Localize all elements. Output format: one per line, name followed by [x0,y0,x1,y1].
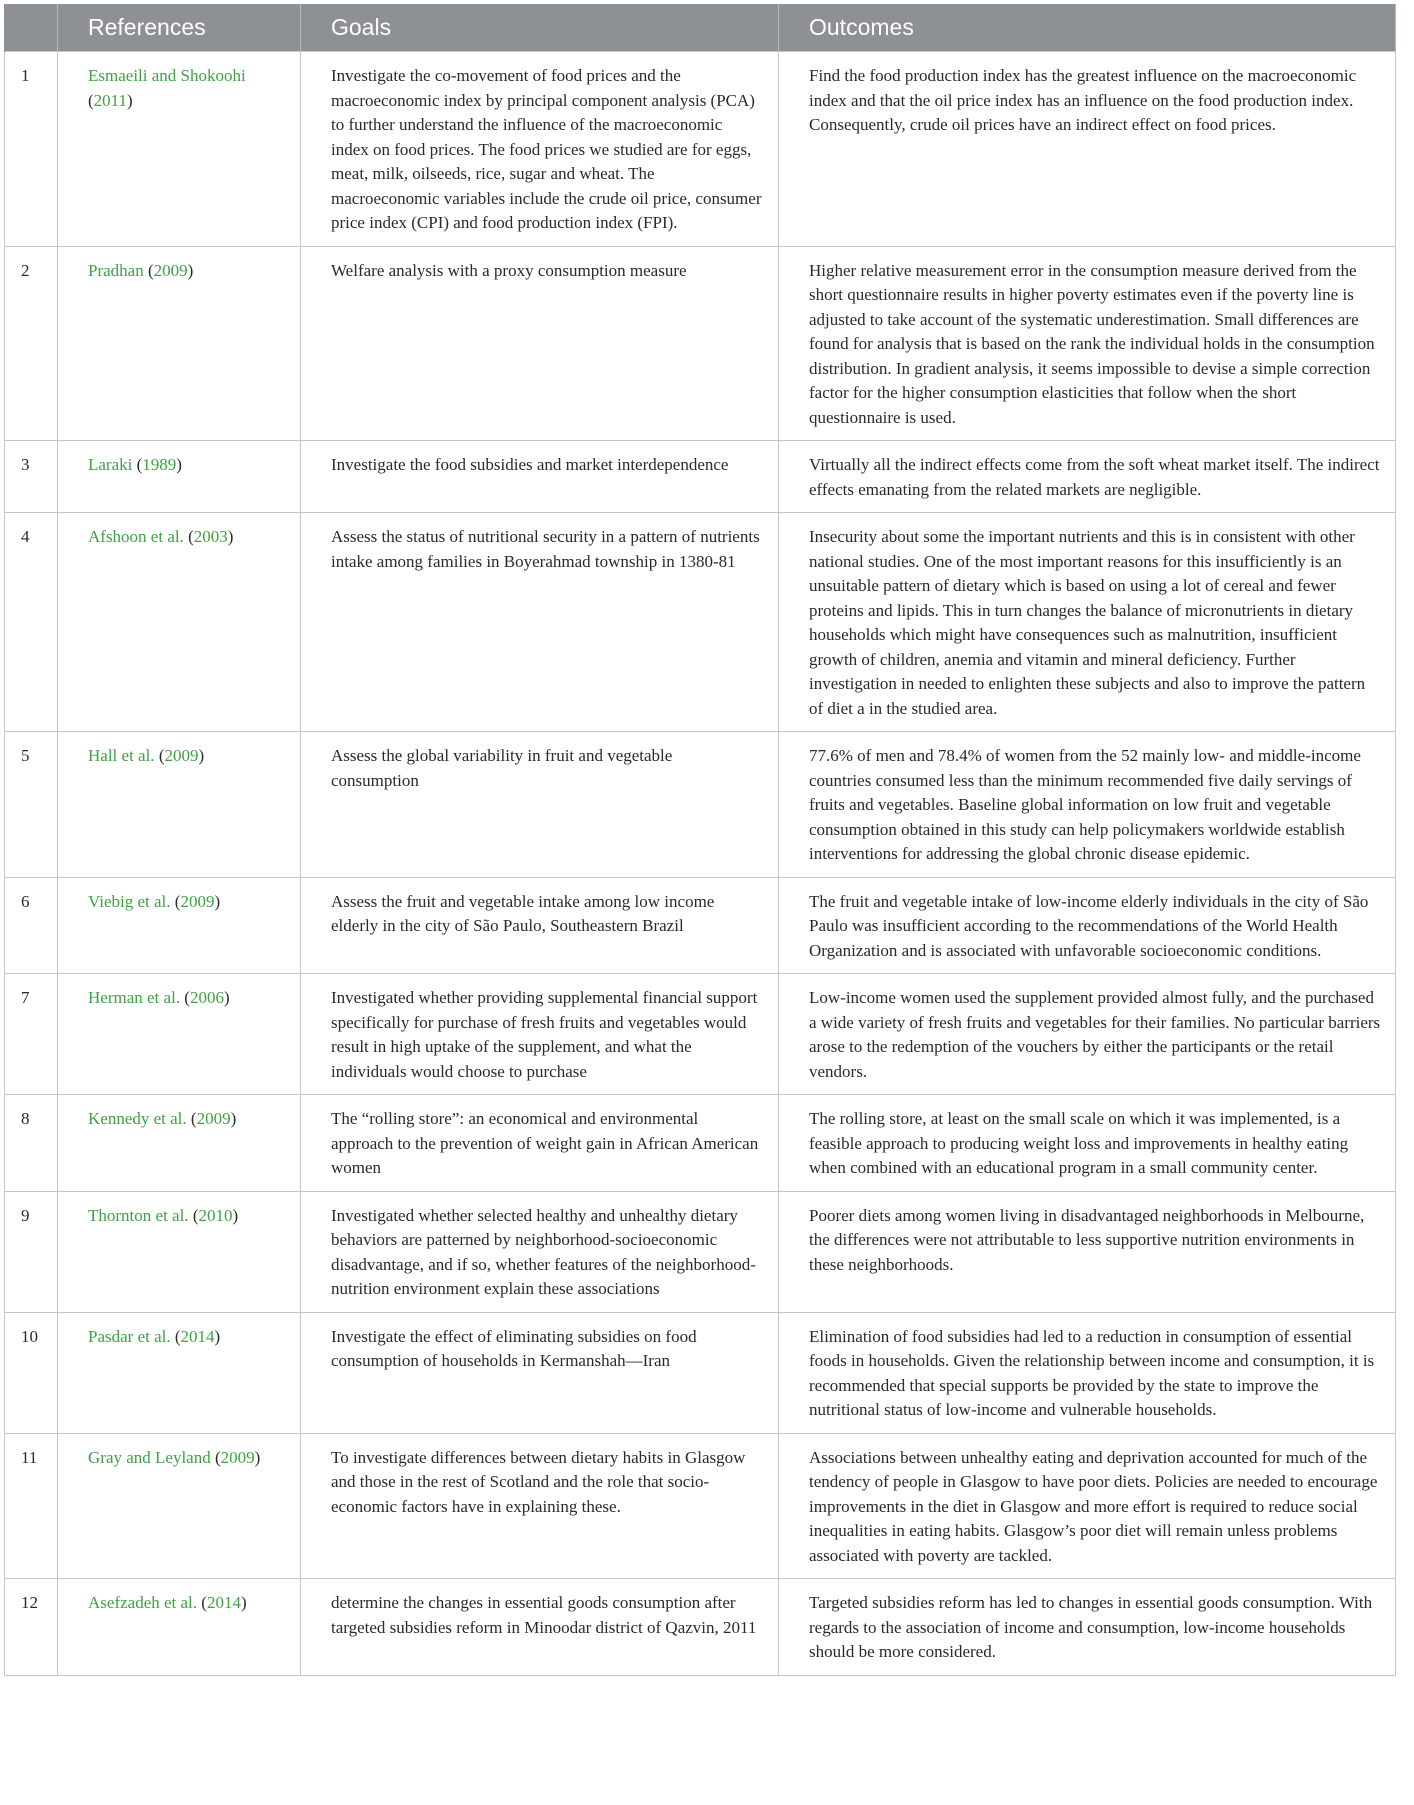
row-goals: Assess the fruit and vegetable intake among low income elderly in the city of São Paulo, Southeastern Brazil [301,877,779,974]
row-number: 11 [5,1433,58,1579]
reference-year-link[interactable]: 2014 [180,1326,215,1346]
row-reference: Asefzadeh et al. (2014) [58,1579,301,1676]
row-reference: Herman et al. (2006) [58,974,301,1095]
reference-author-link[interactable]: Kennedy et al. [88,1109,187,1128]
row-goals: Investigate the food subsidies and market interdependence [301,441,779,513]
row-number: 10 [5,1312,58,1433]
table-row [5,52,1396,247]
table-row [5,1579,1396,1676]
row-reference: Viebig et al. (2009) [58,877,301,974]
reference-author-link[interactable]: Thornton et al. [88,1205,189,1225]
reference-author-link[interactable]: Pradhan [88,260,144,280]
row-number: 3 [5,441,58,513]
row-number: 7 [5,974,58,1095]
reference-author-link[interactable]: Laraki [88,455,133,474]
row-reference: Hall et al. (2009) [58,732,301,878]
row-outcomes: The fruit and vegetable intake of low-income elderly individuals in the city of São Paulo was insufficient according to the recommendations of the World Health Organization and is associated with unfavorable socioeconomic conditions. [779,877,1396,974]
row-reference: Laraki (1989) [58,441,301,513]
row-number: 4 [5,513,58,732]
row-goals: determine the changes in essential goods consumption after targeted subsidies reform in Minoodar district of Qazvin, 2011 [301,1579,779,1676]
row-outcomes: Low-income women used the supplement provided almost fully, and the purchased a wide variety of fresh fruits and vegetables for their families. No particular barriers arose to the redemption of the vouchers by either the participants or the retail vendors. [779,974,1396,1095]
table-row [5,246,1396,441]
row-outcomes: The rolling store, at least on the small scale on which it was implemented, is a feasible approach to producing weight loss and improvements in healthy eating when combined with an educational program in a small community center. [779,1095,1396,1192]
table-row [5,1433,1396,1579]
header-outcomes: Outcomes [779,4,1396,52]
row-reference: Pradhan (2009) [58,246,301,441]
table-row [5,732,1396,878]
table-row [5,1095,1396,1192]
header-goals: Goals [301,4,779,52]
table-row [5,1312,1396,1433]
row-goals: Investigate the co-movement of food prices and the macroeconomic index by principal component analysis (PCA) to further understand the influence of the macroeconomic index on food prices. The food prices we studied are for eggs, meat, milk, oilseeds, rice, sugar and wheat. The macroeconomic variables include the crude oil price, consumer price index (CPI) and food production index (FPI). [301,52,779,247]
reference-year-link[interactable]: 2009 [153,260,188,280]
row-goals: Investigated whether providing supplemental financial support specifically for purchase of fresh fruits and vegetables would result in high uptake of the supplement, and what the individuals would choose to purchase [301,974,779,1095]
row-outcomes: Associations between unhealthy eating and deprivation accounted for much of the tendency of people in Glasgow to have poor diets. Policies are needed to encourage improvements in the diet in Glasgow and more effort is required to reduce social inequalities in eating habits. Glasgow’s poor diet will remain unless problems associated with poverty are tackled. [779,1433,1396,1579]
row-number: 12 [5,1579,58,1676]
row-goals: Welfare analysis with a proxy consumption measure [301,246,779,441]
table-row [5,1191,1396,1312]
row-reference: Thornton et al. (2010) [58,1191,301,1312]
row-number: 1 [5,52,58,247]
row-outcomes: Virtually all the indirect effects come from the soft wheat market itself. The indirect effects emanating from the related markets are negligible. [779,441,1396,513]
row-outcomes: Elimination of food subsidies had led to a reduction in consumption of essential foods in households. Given the relationship between income and consumption, it is recommended that special supports be provided by the state to improve the nutritional status of low-income and vulnerable households. [779,1312,1396,1433]
references-table [4,4,1396,1676]
row-reference: Gray and Leyland (2009) [58,1433,301,1579]
row-reference: Esmaeili and Shokoohi (2011) [58,52,301,247]
row-goals: The “rolling store”: an economical and environmental approach to the prevention of weight gain in African American women [301,1095,779,1192]
reference-year-link[interactable]: 2011 [93,90,128,110]
row-number: 8 [5,1095,58,1192]
row-outcomes: Targeted subsidies reform has led to changes in essential goods consumption. With regards to the association of income and consumption, low-income households should be more considered. [779,1579,1396,1676]
header-row [5,4,1396,52]
header-references: References [58,4,301,52]
reference-year-link[interactable]: 2014 [206,1593,241,1612]
row-outcomes: Find the food production index has the greatest influence on the macroeconomic index and that the oil price index has an influence on the food production index. Consequently, crude oil prices have an indirect effect on food prices. [779,52,1396,247]
reference-author-link[interactable]: Hall et al. [88,746,155,765]
header-number [5,4,58,52]
reference-year-link[interactable]: 2006 [189,988,224,1007]
reference-author-link[interactable]: Gray and Leyland [88,1447,211,1467]
reference-author-link[interactable]: Viebig et al. [88,891,171,911]
reference-year-link[interactable]: 1989 [142,455,177,474]
reference-author-link[interactable]: Afshoon et al. [88,527,184,546]
row-number: 6 [5,877,58,974]
row-goals: Investigated whether selected healthy and unhealthy dietary behaviors are patterned by neighborhood-socioeconomic disadvantage, and if so, whether features of the neighborhood-nutrition environment explain these associations [301,1191,779,1312]
table-body [5,52,1396,1676]
row-outcomes: Higher relative measurement error in the consumption measure derived from the short questionnaire results in higher poverty estimates even if the poverty line is adjusted to take account of the systematic underestimation. Small differences are found for analysis that is based on the rank the individual holds in the consumption distribution. In gradient analysis, it seems impossible to devise a simple correction factor for the higher consumption elasticities that follow when the short questionnaire is used. [779,246,1396,441]
row-goals: Investigate the effect of eliminating subsidies on food consumption of households in Kermanshah—Iran [301,1312,779,1433]
row-number: 9 [5,1191,58,1312]
row-outcomes: Poorer diets among women living in disadvantaged neighborhoods in Melbourne, the differences were not attributable to less supportive nutrition environments in these neighborhoods. [779,1191,1396,1312]
row-number: 5 [5,732,58,878]
reference-year-link[interactable]: 2003 [193,527,228,546]
row-reference: Kennedy et al. (2009) [58,1095,301,1192]
row-number: 2 [5,246,58,441]
reference-year-link[interactable]: 2009 [164,746,199,765]
reference-author-link[interactable]: Herman et al. [88,988,181,1007]
reference-year-link[interactable]: 2009 [220,1447,255,1467]
reference-author-link[interactable]: Asefzadeh et al. [88,1593,198,1612]
reference-year-link[interactable]: 2010 [198,1205,233,1225]
reference-author-link[interactable]: Esmaeili and Shokoohi [88,66,246,85]
table-row [5,441,1396,513]
row-reference: Afshoon et al. (2003) [58,513,301,732]
table-row [5,974,1396,1095]
row-reference: Pasdar et al. (2014) [58,1312,301,1433]
row-goals: Assess the global variability in fruit and vegetable consumption [301,732,779,878]
row-goals: Assess the status of nutritional security in a pattern of nutrients intake among families in Boyerahmad township in 1380-81 [301,513,779,732]
reference-year-link[interactable]: 2009 [196,1109,231,1128]
row-outcomes: Insecurity about some the important nutrients and this is in consistent with other national studies. One of the most important reasons for this insufficiently is an unsuitable pattern of dietary which is based on using a lot of cereal and fewer proteins and lipids. This in turn changes the balance of micronutrients in dietary households which might have consequences such as malnutrition, insufficient growth of children, anemia and vitamin and mineral deficiency. Further investigation in needed to enlighten these subjects and also to improve the pattern of diet a in the studied area. [779,513,1396,732]
table-row [5,513,1396,732]
table-row [5,877,1396,974]
reference-year-link[interactable]: 2009 [180,891,215,911]
row-outcomes: 77.6% of men and 78.4% of women from the 52 mainly low- and middle-income countries consumed less than the minimum recommended five daily servings of fruits and vegetables. Baseline global information on low fruit and vegetable consumption obtained in this study can help policymakers worldwide establish interventions for addressing the global chronic disease epidemic. [779,732,1396,878]
reference-author-link[interactable]: Pasdar et al. [88,1326,171,1346]
table-header [5,4,1396,52]
row-goals: To investigate differences between dietary habits in Glasgow and those in the rest of Scotland and the role that socio-economic factors have in explaining these. [301,1433,779,1579]
